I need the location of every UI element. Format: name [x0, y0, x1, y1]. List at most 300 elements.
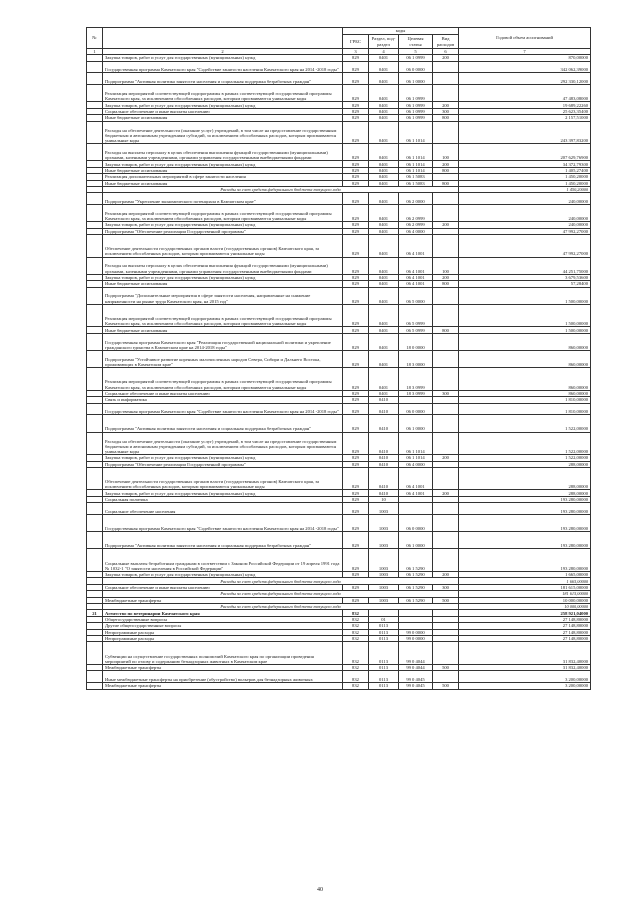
cell-target-article: 99 0 4044	[399, 642, 433, 665]
cell-number	[87, 144, 103, 161]
cell-amount: 288,00000	[459, 461, 591, 467]
cell-razdel: 0401	[369, 180, 399, 186]
header-index: 5	[399, 49, 433, 55]
cell-grbs: 832	[343, 623, 369, 629]
cell-name: Другие общегосударственные вопросы	[103, 623, 343, 629]
cell-amount: 34 372,79300	[459, 161, 591, 167]
cell-amount: 1 500,00000	[459, 287, 591, 304]
cell-expense-type	[433, 403, 459, 415]
table-row	[87, 515, 591, 532]
cell-grbs: 829	[343, 144, 369, 161]
cell-grbs: 829	[343, 455, 369, 461]
cell-amount: 31 832,40000	[459, 642, 591, 665]
cell-target-article: 06 5 0999	[399, 304, 433, 327]
cell-razdel: 0113	[369, 671, 399, 683]
cell-grbs: 832	[343, 642, 369, 665]
cell-number	[87, 503, 103, 515]
header-index: 6	[433, 49, 459, 55]
cell-target-article: 06 1 1014	[399, 432, 433, 455]
cell-expense-type: 800	[433, 281, 459, 287]
cell-name: Подпрограмма "Активная политика занятости населения и социальная поддержка безработных граждан"	[103, 415, 343, 432]
table-header	[87, 28, 591, 55]
cell-name: Общегосударственные вопросы	[103, 616, 343, 622]
cell-grbs: 829	[343, 461, 369, 467]
cell-name: Государственная программа Камчатского края "Содействие занятости населения Камчатского края на 2014 -2018 годы"	[103, 403, 343, 415]
header-codes: коды	[343, 28, 459, 35]
cell-expense-type	[433, 642, 459, 665]
cell-amount: 10 000,00000	[459, 597, 591, 603]
cell-name: Социальное обеспечение и иные выплаты населению	[103, 390, 343, 396]
cell-target-article: 06 4 1001	[399, 490, 433, 496]
cell-amount: 1 450,20000	[459, 186, 591, 192]
cell-target-article: 06 5 0999	[399, 327, 433, 333]
cell-expense-type: 300	[433, 390, 459, 396]
cell-target-article: 99 0 0000	[399, 635, 433, 641]
table-row	[87, 333, 591, 350]
cell-name: Закупка товаров, работ и услуг для государственных (муниципальных) нужд	[103, 455, 343, 461]
cell-expense-type	[433, 287, 459, 304]
header-index: 1	[87, 49, 103, 55]
cell-expense-type	[433, 205, 459, 222]
table-row	[87, 503, 591, 515]
cell-expense-type	[433, 515, 459, 532]
cell-expense-type	[433, 333, 459, 350]
cell-razdel: 1003	[369, 549, 399, 572]
table-row	[87, 532, 591, 549]
cell-amount: 27 148,80000	[459, 616, 591, 622]
cell-amount: 1 450,20000	[459, 180, 591, 186]
cell-razdel: 0113	[369, 623, 399, 629]
funding-note: Расходы за счет средств федерального бюджета текущего года	[103, 603, 459, 609]
cell-target-article: 06 4 1001	[399, 467, 433, 490]
cell-amount: 57,28400	[459, 281, 591, 287]
cell-amount: 1 405,27400	[459, 167, 591, 173]
cell-expense-type	[433, 350, 459, 367]
cell-grbs: 829	[343, 161, 369, 167]
cell-expense-type: 300	[433, 108, 459, 114]
header-razdel: Раздел, под-раздел	[369, 35, 399, 49]
cell-razdel: 0401	[369, 167, 399, 173]
cell-number: 21	[87, 610, 103, 616]
cell-expense-type: 200	[433, 55, 459, 61]
cell-name: Государственная программа Камчатского края "Реализация государственной национальной политики и укрепление гражданского единства в Камчатском крае на 2014-2018 годы"	[103, 333, 343, 350]
cell-expense-type: 800	[433, 327, 459, 333]
cell-number	[87, 257, 103, 274]
cell-expense-type: 500	[433, 664, 459, 670]
cell-amount: 3 200,00000	[459, 683, 591, 689]
cell-number	[87, 73, 103, 85]
cell-amount: 243 397,83200	[459, 121, 591, 144]
cell-amount: 193 280,00000	[459, 532, 591, 549]
cell-expense-type	[433, 532, 459, 549]
cell-grbs: 829	[343, 432, 369, 455]
cell-amount: 27 148,80000	[459, 623, 591, 629]
cell-name: Иные бюджетные ассигнования	[103, 180, 343, 186]
cell-razdel: 1003	[369, 515, 399, 532]
cell-expense-type	[433, 235, 459, 258]
cell-razdel: 10	[369, 496, 399, 502]
header-grbs: ГРБС	[343, 35, 369, 49]
cell-amount: 10 000,00000	[459, 603, 591, 609]
table-row	[87, 683, 591, 689]
cell-name: Иные бюджетные ассигнования	[103, 327, 343, 333]
table-body	[87, 55, 591, 689]
cell-name: Государственная программа Камчатского края "Содействие занятости населения Камчатского края на 2014 -2018 годы"	[103, 515, 343, 532]
cell-amount: 258 921,04000	[459, 610, 591, 616]
cell-razdel: 0401	[369, 327, 399, 333]
cell-razdel: 0410	[369, 461, 399, 467]
cell-name: Социальное обеспечение и иные выплаты населению	[103, 108, 343, 114]
cell-grbs: 829	[343, 390, 369, 396]
cell-name: Обеспечение деятельности государственных органов власти (государственных органов) Камчатского края, за исключением обособленных расходов, которым присваиваются уникальные коды	[103, 467, 343, 490]
cell-amount: 47 992,27000	[459, 228, 591, 234]
page-number: 40	[317, 887, 323, 893]
cell-target-article: 18 3 0000	[399, 350, 433, 367]
cell-name: Закупка товаров, работ и услуг для государственных (муниципальных) нужд	[103, 222, 343, 228]
cell-target-article: 18 3 0999	[399, 390, 433, 396]
cell-name: Непрограммные расходы	[103, 635, 343, 641]
cell-grbs: 829	[343, 572, 369, 578]
budget-sheet	[86, 27, 590, 690]
cell-target-article: 06 1 1014	[399, 121, 433, 144]
cell-target-article: 99 0 4045	[399, 671, 433, 683]
cell-razdel: 1003	[369, 597, 399, 603]
cell-target-article: 06 0 0000	[399, 515, 433, 532]
cell-expense-type: 200	[433, 455, 459, 461]
cell-expense-type	[433, 432, 459, 455]
cell-razdel: 0401	[369, 108, 399, 114]
cell-grbs: 829	[343, 228, 369, 234]
cell-name: Межбюджетные трансферты	[103, 664, 343, 670]
cell-target-article: 06 1 1014	[399, 167, 433, 173]
cell-number	[87, 683, 103, 689]
cell-target-article: 06 1 0999	[399, 55, 433, 61]
cell-amount: 1 665,00000	[459, 578, 591, 584]
cell-amount: 207 629,76900	[459, 144, 591, 161]
cell-name: Обеспечение деятельности государственных органов власти (государственных органов) Камчатского края, за исключением обособленных расходов, которым присваиваются уникальные коды	[103, 235, 343, 258]
cell-razdel: 0113	[369, 635, 399, 641]
cell-expense-type: 100	[433, 144, 459, 161]
cell-amount: 240,00000	[459, 193, 591, 205]
cell-amount: 288,00000	[459, 490, 591, 496]
cell-razdel: 0410	[369, 415, 399, 432]
table-row	[87, 257, 591, 274]
cell-grbs: 829	[343, 415, 369, 432]
header-index: 2	[103, 49, 343, 55]
header-number: №	[87, 28, 103, 49]
cell-grbs: 829	[343, 333, 369, 350]
cell-name: Иные межбюджетные трансферты на приобретение (обустройство) вольеров для безнадзорных животных	[103, 671, 343, 683]
cell-amount: 27 148,80000	[459, 635, 591, 641]
cell-razdel: 0401	[369, 102, 399, 108]
cell-expense-type: 500	[433, 597, 459, 603]
cell-grbs: 829	[343, 121, 369, 144]
cell-amount: 3 200,00000	[459, 671, 591, 683]
cell-name: Подпрограмма "Устойчивое развитие коренных малочисленных народов Севера, Сибири и Дальнего Востока, проживающих в Камчатском крае"	[103, 350, 343, 367]
cell-grbs: 829	[343, 73, 369, 85]
cell-grbs: 829	[343, 368, 369, 391]
cell-target-article: 06 1 0000	[399, 73, 433, 85]
cell-grbs: 832	[343, 635, 369, 641]
cell-target-article: 06 2 0999	[399, 205, 433, 222]
cell-amount: 193 280,00000	[459, 496, 591, 502]
cell-grbs: 832	[343, 664, 369, 670]
table-row	[87, 235, 591, 258]
cell-target-article: 06 1 5083	[399, 174, 433, 180]
cell-name: Подпрограмма "Обеспечение реализации Государственной программы"	[103, 228, 343, 234]
cell-razdel: 0401	[369, 287, 399, 304]
cell-target-article: 06 0 0000	[399, 61, 433, 73]
table-row	[87, 368, 591, 391]
cell-amount: 1 500,00000	[459, 327, 591, 333]
cell-target-article: 06 4 1001	[399, 274, 433, 280]
cell-target-article: 99 0 4044	[399, 664, 433, 670]
cell-razdel: 0113	[369, 664, 399, 670]
cell-name: Агентство по ветеринарии Камчатского края	[103, 610, 343, 616]
cell-target-article: 06 1 0000	[399, 415, 433, 432]
cell-grbs: 829	[343, 467, 369, 490]
cell-amount: 870,00000	[459, 55, 591, 61]
header-index: 3	[343, 49, 369, 55]
header-vr: Вид расходов	[433, 35, 459, 49]
cell-amount: 240,00000	[459, 222, 591, 228]
cell-amount: 860,00000	[459, 390, 591, 396]
funding-note: Расходы за счет средств федерального бюджета текущего года	[103, 578, 459, 584]
cell-razdel: 0401	[369, 115, 399, 121]
cell-razdel: 1003	[369, 584, 399, 590]
cell-name: Закупка товаров, работ и услуг для государственных (муниципальных) нужд	[103, 161, 343, 167]
cell-razdel: 0401	[369, 350, 399, 367]
cell-name: Субвенции на осуществление государственных полномочий Камчатского края по организации проведения мероприятий по отлову и содержанию безнадзорных животных в Камчатском крае	[103, 642, 343, 665]
cell-grbs: 829	[343, 115, 369, 121]
cell-expense-type: 800	[433, 115, 459, 121]
cell-target-article: 06 4 1001	[399, 281, 433, 287]
cell-amount: 1 665,00000	[459, 572, 591, 578]
cell-name: Расходы на выплаты персоналу в целях обеспечения выполнения функций государственными (муниципальными) органами, казенными учреждениями, органами управления государственными внебюджетными фондами	[103, 144, 343, 161]
cell-razdel: 0401	[369, 228, 399, 234]
cell-grbs: 829	[343, 257, 369, 274]
cell-name: Закупка товаров, работ и услуг для государственных (муниципальных) нужд	[103, 490, 343, 496]
cell-amount: 860,00000	[459, 350, 591, 367]
cell-razdel: 01	[369, 616, 399, 622]
cell-grbs: 829	[343, 102, 369, 108]
cell-grbs: 829	[343, 403, 369, 415]
cell-razdel: 0410	[369, 455, 399, 461]
cell-name: Социальная политика	[103, 496, 343, 502]
cell-razdel: 0401	[369, 193, 399, 205]
cell-number	[87, 121, 103, 144]
cell-grbs: 829	[343, 287, 369, 304]
table-row	[87, 205, 591, 222]
table-row	[87, 549, 591, 572]
cell-grbs: 832	[343, 629, 369, 635]
cell-expense-type	[433, 549, 459, 572]
table-row	[87, 415, 591, 432]
cell-grbs: 829	[343, 503, 369, 515]
cell-grbs: 829	[343, 235, 369, 258]
cell-name: Связь и информатика	[103, 397, 343, 403]
cell-razdel: 0401	[369, 205, 399, 222]
cell-grbs: 832	[343, 610, 369, 616]
cell-razdel: 0401	[369, 121, 399, 144]
cell-name: Социальное обеспечение населения	[103, 503, 343, 515]
cell-grbs: 829	[343, 515, 369, 532]
cell-expense-type: 100	[433, 257, 459, 274]
cell-grbs: 829	[343, 205, 369, 222]
cell-amount: 2 157,51000	[459, 115, 591, 121]
cell-grbs: 829	[343, 532, 369, 549]
cell-target-article: 06 1 0000	[399, 532, 433, 549]
cell-expense-type: 300	[433, 584, 459, 590]
cell-grbs: 829	[343, 180, 369, 186]
table-row	[87, 144, 591, 161]
cell-grbs: 829	[343, 304, 369, 327]
cell-expense-type: 200	[433, 572, 459, 578]
cell-name: Расходы на обеспечение деятельности (оказание услуг) учреждений, в том числе на предоставление государственным бюджетным и автономным учреждениям субсидий, за исключением обособленных расходов, которым присваиваются уникальные коды	[103, 121, 343, 144]
table-row	[87, 642, 591, 665]
cell-amount: 193 280,00000	[459, 515, 591, 532]
cell-amount: 47 483,08000	[459, 85, 591, 102]
funding-note: Расходы за счет средств федерального бюджета текущего года	[103, 186, 459, 192]
table-row	[87, 350, 591, 367]
cell-target-article: 06 2 0999	[399, 222, 433, 228]
cell-name: Закупка товаров, работ и услуг для государственных (муниципальных) нужд	[103, 102, 343, 108]
cell-grbs: 829	[343, 274, 369, 280]
cell-name: Подпрограмма "Дополнительные мероприятия в сфере занятости населения, направленные на снижение напряженности на рынке труда Камчатского края, на 2015 год"	[103, 287, 343, 304]
cell-name: Социальное обеспечение и иные выплаты населению	[103, 584, 343, 590]
header-index: 4	[369, 49, 399, 55]
cell-amount: 342 062,39000	[459, 61, 591, 73]
cell-razdel: 1003	[369, 572, 399, 578]
cell-grbs: 829	[343, 167, 369, 173]
cell-expense-type	[433, 121, 459, 144]
cell-number	[87, 350, 103, 367]
cell-razdel: 0401	[369, 235, 399, 258]
cell-target-article: 06 1 5083	[399, 180, 433, 186]
cell-razdel: 0410	[369, 467, 399, 490]
cell-target-article: 06 1 5290	[399, 572, 433, 578]
cell-grbs: 829	[343, 61, 369, 73]
cell-name: Реализация мероприятий соответствующей подпрограммы в рамках соответствующей государственной программы Камчатского края, за исключением обособленных расходов, которым присваиваются уникальные коды	[103, 368, 343, 391]
cell-number	[87, 515, 103, 532]
cell-amount: 44 251,75000	[459, 257, 591, 274]
cell-target-article: 06 4 0000	[399, 461, 433, 467]
cell-number	[87, 415, 103, 432]
table-row	[87, 61, 591, 73]
cell-razdel: 0113	[369, 629, 399, 635]
cell-name: Расходы на выплаты персоналу в целях обеспечения выполнения функций государственными (муниципальными) органами, казенными учреждениями, органами управления государственными внебюджетными фондами	[103, 257, 343, 274]
cell-amount: 27 148,80000	[459, 629, 591, 635]
cell-name: Иные бюджетные ассигнования	[103, 115, 343, 121]
cell-amount: 193 280,00000	[459, 503, 591, 515]
cell-name: Иные бюджетные ассигнования	[103, 281, 343, 287]
cell-target-article: 06 2 0000	[399, 193, 433, 205]
header-index: 7	[459, 49, 591, 55]
cell-name: Закупка товаров, работ и услуг для государственных (муниципальных) нужд	[103, 572, 343, 578]
cell-number	[87, 235, 103, 258]
cell-name: Межбюджетные трансферты	[103, 683, 343, 689]
cell-number	[87, 549, 103, 572]
cell-number	[87, 671, 103, 683]
table-row	[87, 193, 591, 205]
cell-number	[87, 642, 103, 665]
cell-razdel: 0401	[369, 174, 399, 180]
cell-razdel: 0410	[369, 397, 399, 403]
cell-target-article: 06 1 0999	[399, 108, 433, 114]
cell-expense-type	[433, 85, 459, 102]
cell-target-article: 06 1 1014	[399, 161, 433, 167]
cell-target-article: 18 0 0000	[399, 333, 433, 350]
cell-name: Подпрограмма "Активная политика занятости населения и социальная поддержка безработных граждан"	[103, 532, 343, 549]
cell-amount: 3 679,53600	[459, 274, 591, 280]
cell-grbs: 829	[343, 55, 369, 61]
cell-grbs: 829	[343, 350, 369, 367]
cell-name: Реализация мероприятий соответствующей подпрограммы в рамках соответствующей государственной программы Камчатского края, за исключением обособленных расходов, которым присваиваются уникальные коды	[103, 205, 343, 222]
cell-target-article	[399, 503, 433, 515]
cell-grbs: 829	[343, 281, 369, 287]
cell-razdel: 0401	[369, 281, 399, 287]
cell-amount: 31 832,40000	[459, 664, 591, 670]
cell-amount: 1 810,00000	[459, 397, 591, 403]
cell-grbs: 829	[343, 496, 369, 502]
cell-name: Расходы на обеспечение деятельности (оказание услуг) учреждений, в том числе на предоставление государственным бюджетным и автономным учреждениям субсидий, за исключением обособленных расходов, которым присваиваются уникальные коды	[103, 432, 343, 455]
cell-razdel: 0401	[369, 222, 399, 228]
cell-expense-type	[433, 61, 459, 73]
cell-expense-type: 800	[433, 167, 459, 173]
cell-number	[87, 432, 103, 455]
cell-number	[87, 287, 103, 304]
cell-expense-type: 200	[433, 274, 459, 280]
cell-target-article: 06 4 0000	[399, 228, 433, 234]
cell-expense-type: 200	[433, 161, 459, 167]
cell-expense-type: 200	[433, 102, 459, 108]
cell-razdel: 0401	[369, 61, 399, 73]
cell-razdel: 0410	[369, 490, 399, 496]
budget-table	[86, 27, 591, 690]
cell-target-article: 06 4 1001	[399, 257, 433, 274]
cell-target-article: 06 0 0000	[399, 403, 433, 415]
cell-expense-type	[433, 503, 459, 515]
cell-target-article: 06 4 1001	[399, 235, 433, 258]
header-name	[103, 28, 343, 49]
cell-razdel: 0113	[369, 683, 399, 689]
cell-name: Реализация мероприятий соответствующей подпрограммы в рамках соответствующей государственной программы Камчатского края, за исключением обособленных расходов, которым присваиваются уникальные коды	[103, 304, 343, 327]
cell-grbs: 829	[343, 174, 369, 180]
header-amount: Годовой объем ассигнований	[459, 28, 591, 49]
cell-target-article: 06 1 5290	[399, 597, 433, 603]
cell-amount: 292 330,12000	[459, 73, 591, 85]
cell-name: Подпрограмма "Укрепление экономического потенциала в Камчатском крае"	[103, 193, 343, 205]
cell-razdel: 0401	[369, 161, 399, 167]
cell-target-article: 99 0 0000	[399, 629, 433, 635]
cell-amount: 193 280,00000	[459, 549, 591, 572]
cell-grbs: 829	[343, 397, 369, 403]
cell-grbs: 829	[343, 549, 369, 572]
cell-razdel: 0401	[369, 274, 399, 280]
cell-grbs: 829	[343, 584, 369, 590]
cell-name: Социальные выплаты безработным гражданам в соответствии с Законом Российской Федерации от 19 апреля 1991 года № 1032-1 "О занятости населения в Российской Федерации"	[103, 549, 343, 572]
cell-target-article: 06 1 1014	[399, 144, 433, 161]
cell-amount: 1 450,20000	[459, 174, 591, 180]
cell-amount: 25 623,35400	[459, 108, 591, 114]
cell-name: Непрограммные расходы	[103, 629, 343, 635]
cell-amount: 1 500,00000	[459, 304, 591, 327]
cell-grbs: 829	[343, 597, 369, 603]
cell-name: Реализация дополнительных мероприятий в сфере занятости населения	[103, 174, 343, 180]
cell-amount: 860,00000	[459, 368, 591, 391]
cell-expense-type: 200	[433, 222, 459, 228]
cell-number	[87, 205, 103, 222]
